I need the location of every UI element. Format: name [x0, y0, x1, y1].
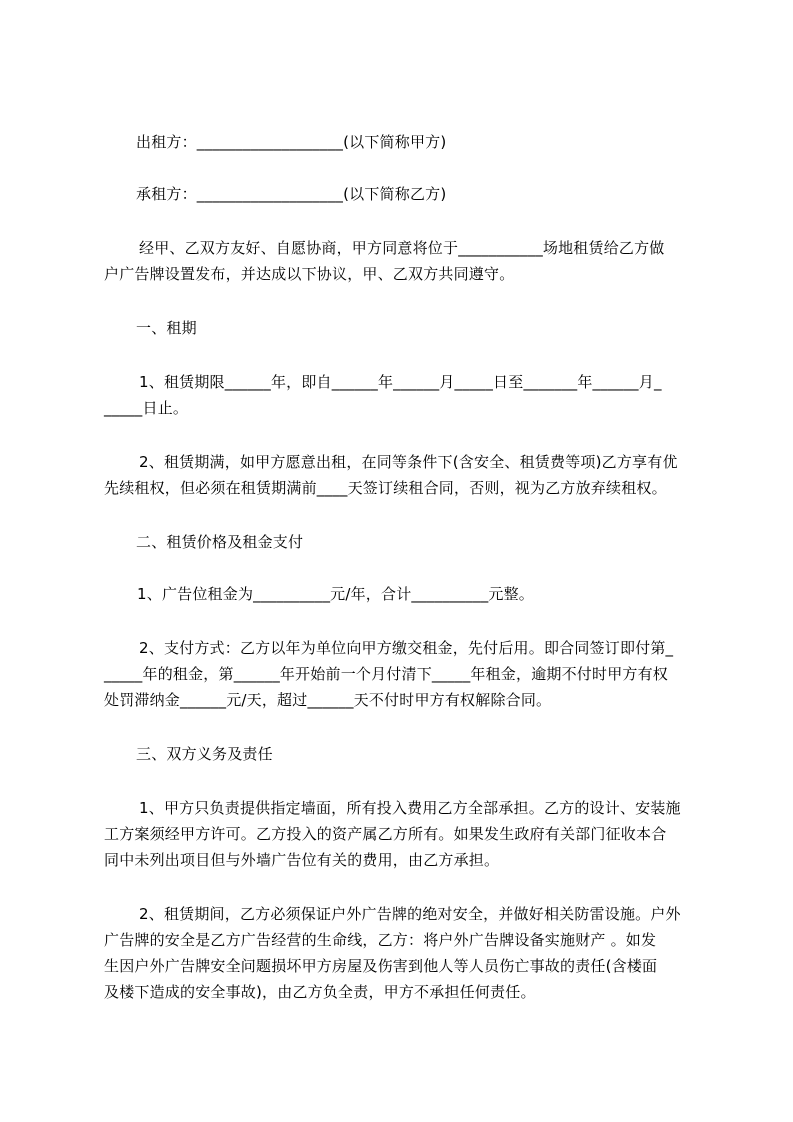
- lessee-line: 承租方：___________________(以下简称乙方): [136, 185, 447, 203]
- clause-line: _____日止。: [104, 399, 189, 417]
- clause-line: 先续租权，但必须在租赁期满前____天签订续租合同，否则，视为乙方放弃续租权。: [104, 479, 667, 497]
- clause-line: 生因户外广告牌安全问题损坏甲方房屋及伤害到他人等人员伤亡事故的责任(含楼面: [104, 957, 658, 975]
- intro-paragraph-line: 户广告牌设置发布，并达成以下协议，甲、乙双方共同遵守。: [104, 265, 515, 283]
- section-heading-price: 二、租赁价格及租金支付: [136, 533, 304, 551]
- clause-line: 2、租赁期间，乙方必须保证户外广告牌的绝对安全，并做好相关防雷设施。户外: [139, 905, 681, 923]
- clause-line: 1、广告位租金为__________元/年，合计__________元整。: [137, 585, 534, 603]
- clause-line: 2、支付方式：乙方以年为单位向甲方缴交租金，先付后用。即合同签订即付第_: [139, 639, 674, 657]
- clause-line: 2、租赁期满，如甲方愿意出租，在同等条件下(含安全、租赁费等项)乙方享有优: [139, 453, 678, 471]
- clause-line: 处罚滞纳金______元/天，超过______天不付时甲方有权解除合同。: [104, 691, 552, 709]
- section-heading-obligations: 三、双方义务及责任: [136, 745, 273, 763]
- clause-line: 广告牌的安全是乙方广告经营的生命线，乙方：将户外广告牌设备实施财产 。如发: [104, 931, 657, 949]
- lessor-line: 出租方：___________________(以下简称甲方): [136, 133, 447, 151]
- clause-line: 1、甲方只负责提供指定墙面，所有投入费用乙方全部承担。乙方的设计、安装施: [139, 799, 681, 817]
- clause-line: 1、租赁期限______年，即自______年______月_____日至_______年______月_: [139, 373, 662, 391]
- clause-line: 及楼下造成的安全事故)，由乙方负全责，甲方不承担任何责任。: [104, 983, 536, 1001]
- clause-line: _____年的租金，第______年开始前一个月付清下_____年租金，逾期不付时甲方有权: [104, 665, 669, 683]
- intro-paragraph-line: 经甲、乙双方友好、自愿协商，甲方同意将位于___________场地租赁给乙方做: [139, 239, 665, 257]
- clause-line: 同中未列出项目但与外墙广告位有关的费用，由乙方承担。: [104, 851, 500, 869]
- section-heading-term: 一、租期: [136, 319, 197, 337]
- clause-line: 工方案须经甲方许可。乙方投入的资产属乙方所有。如果发生政府有关部门征收本合: [104, 825, 667, 843]
